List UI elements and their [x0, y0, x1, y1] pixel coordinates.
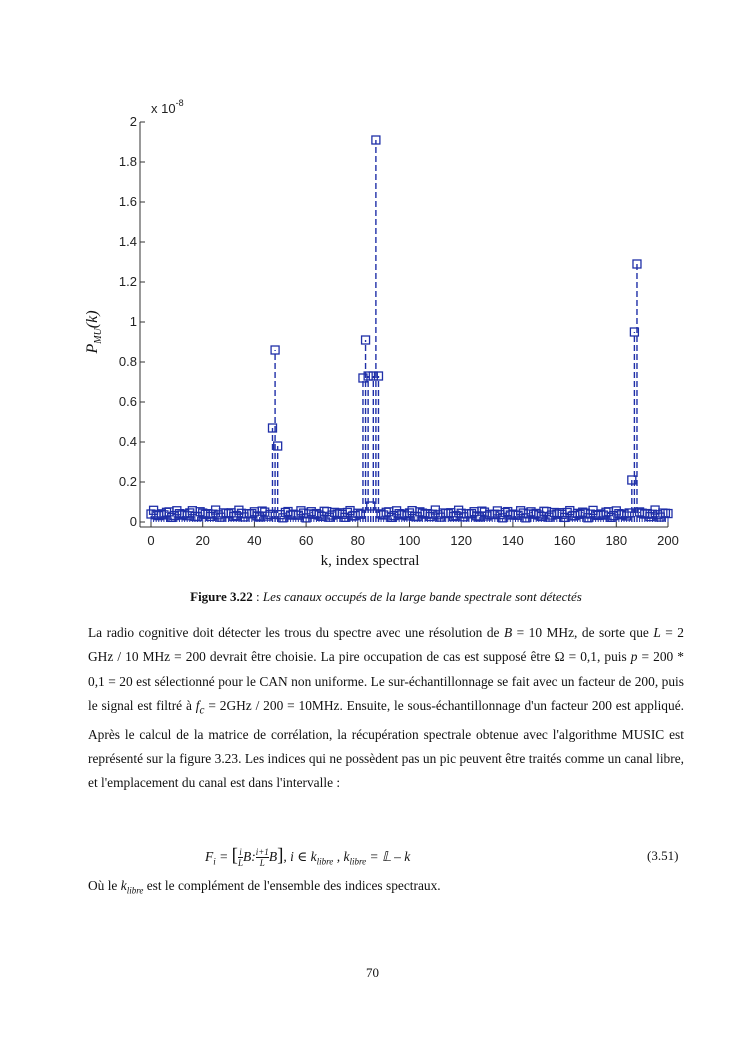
- plot-area: [119, 114, 679, 548]
- y-ticks-group: [119, 114, 145, 529]
- y-tick-label: 0.8: [118, 354, 137, 369]
- y-tick-label: 1: [129, 314, 137, 329]
- caption-text: Les canaux occupés de la large bande spectrale sont détectés: [262, 589, 582, 604]
- x-tick-label: 80: [350, 533, 366, 548]
- equation-3-51: $F_i$ = [ $\frac{i}{L}$ B: $\frac{i+1}{L}$ B], i ∈ $k_{libre}$ , $k_{libre}$ = 𝕃 – k: [205, 845, 411, 869]
- stems-group: [151, 140, 668, 522]
- y-scale-label: x $10^{-8}$: [151, 98, 184, 116]
- figure-caption: [88, 589, 684, 605]
- equation-number: (3.51): [647, 848, 679, 863]
- markers-group: [147, 136, 672, 522]
- page-number: 70: [366, 965, 379, 980]
- x-axis-label: k, index spectral: [320, 553, 420, 569]
- x-tick-label: 120: [450, 533, 473, 548]
- y-tick-label: 0.4: [118, 434, 137, 449]
- x-ticks-group: [147, 522, 678, 548]
- y-tick-label: 1.8: [118, 154, 137, 169]
- x-tick-label: 100: [398, 533, 421, 548]
- x-tick-label: 60: [298, 533, 314, 548]
- y-tick-label: 1.4: [118, 234, 137, 249]
- y-tick-label: 1.2: [118, 274, 137, 289]
- y-tick-label: 1.6: [118, 194, 137, 209]
- y-tick-label: 0.2: [118, 474, 137, 489]
- body-paragraph: La radio cognitive doit détecter les trous du spectre avec une résolution de B = 10 MHz, de sorte que L = 2 GHz / 10 MHz = 200 devrait être choisie. La pire occupation de cas est supposé être Ω = 0,1, puis p = 200 * 0,1 = 20 est sélectionné pour le CAN non uniforme. Le sur-échantillonnage se fait avec un facteur de 200, puis le signal est filtré à $f_c = 2GHz / 200 = 10MHz$. Ensuite, le sous-échantillonnage d'un facteur 200 est appliqué. Après le calcul de la matrice de corrélation, la récupération spectrale obtenue avec l'algorithme MUSIC est représenté sur la figure 3.23. Les indices qui ne possèdent pas un pic peuvent être traités comme un canal libre, et l'emplacement du canal est dans l'intervalle :: [88, 625, 684, 791]
- y-tick-label: 0.6: [118, 394, 137, 409]
- x-tick-label: 160: [553, 533, 576, 548]
- svg-text:PMU(k): $P_{MU}(k)$: [84, 310, 104, 354]
- x-tick-label: 200: [657, 533, 679, 548]
- y-axis-label: [84, 310, 104, 354]
- x-tick-label: 140: [502, 533, 524, 548]
- x-tick-label: 180: [605, 533, 628, 548]
- caption-separator: :: [252, 589, 263, 604]
- x-tick-label: 40: [247, 533, 262, 548]
- caption-label: Figure 3.22: [190, 589, 253, 604]
- y-tick-label: 2: [129, 114, 137, 129]
- y-tick-label: 0: [129, 514, 137, 529]
- x-tick-label: 0: [147, 533, 155, 548]
- x-tick-label: 20: [195, 533, 210, 548]
- tail-sentence: Où le $k_{libre}$ est le complément de l'ensemble des indices spectraux.: [88, 878, 441, 896]
